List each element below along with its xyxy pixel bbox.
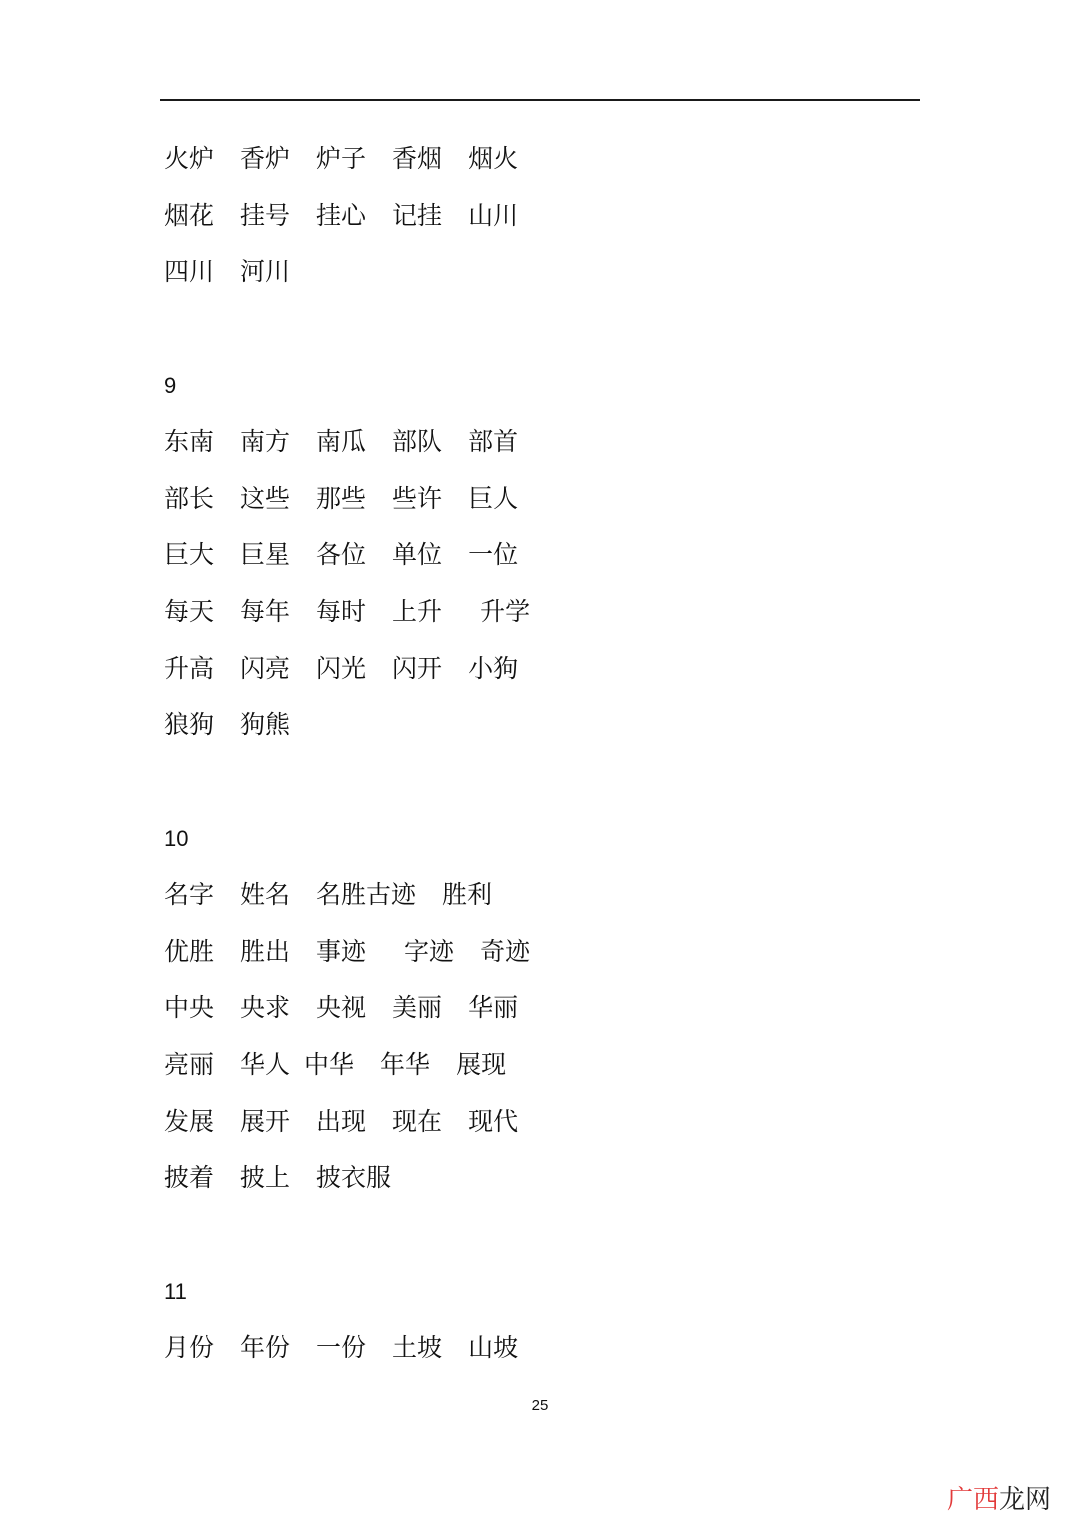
word: 山川 xyxy=(468,201,519,230)
word-line xyxy=(164,422,544,462)
word-line xyxy=(164,1102,544,1142)
word: 四川 xyxy=(164,257,215,286)
word: 名胜古迹 xyxy=(316,880,417,909)
word-line xyxy=(164,875,518,915)
word-line xyxy=(164,592,556,632)
word-line xyxy=(164,1328,544,1368)
header-rule xyxy=(160,99,920,101)
word: 挂号 xyxy=(240,201,291,230)
word-line xyxy=(164,1045,532,1085)
word: 烟火 xyxy=(468,144,519,173)
word: 华丽 xyxy=(468,993,519,1022)
word: 月份 xyxy=(164,1333,215,1362)
word: 那些 xyxy=(316,484,367,513)
word: 升学 xyxy=(480,597,531,626)
word: 部首 xyxy=(468,427,519,456)
word: 优胜 xyxy=(164,937,215,966)
word-line xyxy=(164,1158,417,1198)
section-number: 9 xyxy=(164,373,177,398)
word: 这些 xyxy=(240,484,291,513)
word: 披上 xyxy=(240,1163,291,1192)
word: 央视 xyxy=(316,993,367,1022)
word: 南瓜 xyxy=(316,427,367,456)
word: 闪亮 xyxy=(240,654,291,683)
word: 披着 xyxy=(164,1163,215,1192)
section-number: 10 xyxy=(164,826,189,851)
word: 河川 xyxy=(240,257,291,286)
word: 每天 xyxy=(164,597,215,626)
word: 小狗 xyxy=(468,654,519,683)
word: 展现 xyxy=(456,1050,507,1079)
word: 披衣服 xyxy=(316,1163,392,1192)
word-line xyxy=(164,705,316,745)
word: 巨人 xyxy=(468,484,519,513)
word-line xyxy=(164,988,544,1028)
word: 烟花 xyxy=(164,201,215,230)
word: 山坡 xyxy=(468,1333,519,1362)
word: 香烟 xyxy=(392,144,443,173)
word: 中华 xyxy=(304,1050,355,1079)
word: 一位 xyxy=(468,540,519,569)
word: 每时 xyxy=(316,597,367,626)
word: 挂心 xyxy=(316,201,367,230)
word: 胜出 xyxy=(240,937,291,966)
word: 升高 xyxy=(164,654,215,683)
word: 华人 xyxy=(240,1050,291,1079)
watermark-part: 龙网 xyxy=(999,1485,1052,1515)
word: 部队 xyxy=(392,427,443,456)
word: 狗熊 xyxy=(240,710,291,739)
word: 闪光 xyxy=(316,654,367,683)
word: 年华 xyxy=(380,1050,431,1079)
page-number: 25 xyxy=(531,1397,549,1414)
word: 土坡 xyxy=(392,1333,443,1362)
watermark-part: 广西 xyxy=(947,1485,1000,1515)
word: 中央 xyxy=(164,993,215,1022)
word: 南方 xyxy=(240,427,291,456)
word-line xyxy=(164,139,544,179)
word: 姓名 xyxy=(240,880,291,909)
word: 现代 xyxy=(468,1107,519,1136)
word: 东南 xyxy=(164,427,215,456)
word: 巨大 xyxy=(164,540,215,569)
word: 火炉 xyxy=(164,144,215,173)
word: 美丽 xyxy=(392,993,443,1022)
word: 记挂 xyxy=(392,201,443,230)
word: 些许 xyxy=(392,484,443,513)
word: 一份 xyxy=(316,1333,367,1362)
word: 部长 xyxy=(164,484,215,513)
word: 央求 xyxy=(240,993,291,1022)
word: 单位 xyxy=(392,540,443,569)
word: 上升 xyxy=(392,597,443,626)
word: 狼狗 xyxy=(164,710,215,739)
word: 闪开 xyxy=(392,654,443,683)
word-line xyxy=(164,252,316,292)
word: 各位 xyxy=(316,540,367,569)
word-line xyxy=(164,196,544,236)
word: 事迹 xyxy=(316,937,367,966)
word: 香炉 xyxy=(240,144,291,173)
watermark-logo xyxy=(947,1484,1051,1516)
word: 名字 xyxy=(164,880,215,909)
word-line xyxy=(164,535,544,575)
word: 每年 xyxy=(240,597,291,626)
word: 现在 xyxy=(392,1107,443,1136)
word: 炉子 xyxy=(316,144,367,173)
word: 出现 xyxy=(316,1107,367,1136)
word: 胜利 xyxy=(442,880,493,909)
word: 巨星 xyxy=(240,540,291,569)
word-line xyxy=(164,479,544,519)
word-line xyxy=(164,932,556,972)
word: 展开 xyxy=(240,1107,291,1136)
word: 字迹 xyxy=(404,937,455,966)
word-line xyxy=(164,649,544,689)
section-number: 11 xyxy=(164,1279,187,1304)
word: 发展 xyxy=(164,1107,215,1136)
word: 年份 xyxy=(240,1333,291,1362)
word: 奇迹 xyxy=(480,937,531,966)
word: 亮丽 xyxy=(164,1050,215,1079)
